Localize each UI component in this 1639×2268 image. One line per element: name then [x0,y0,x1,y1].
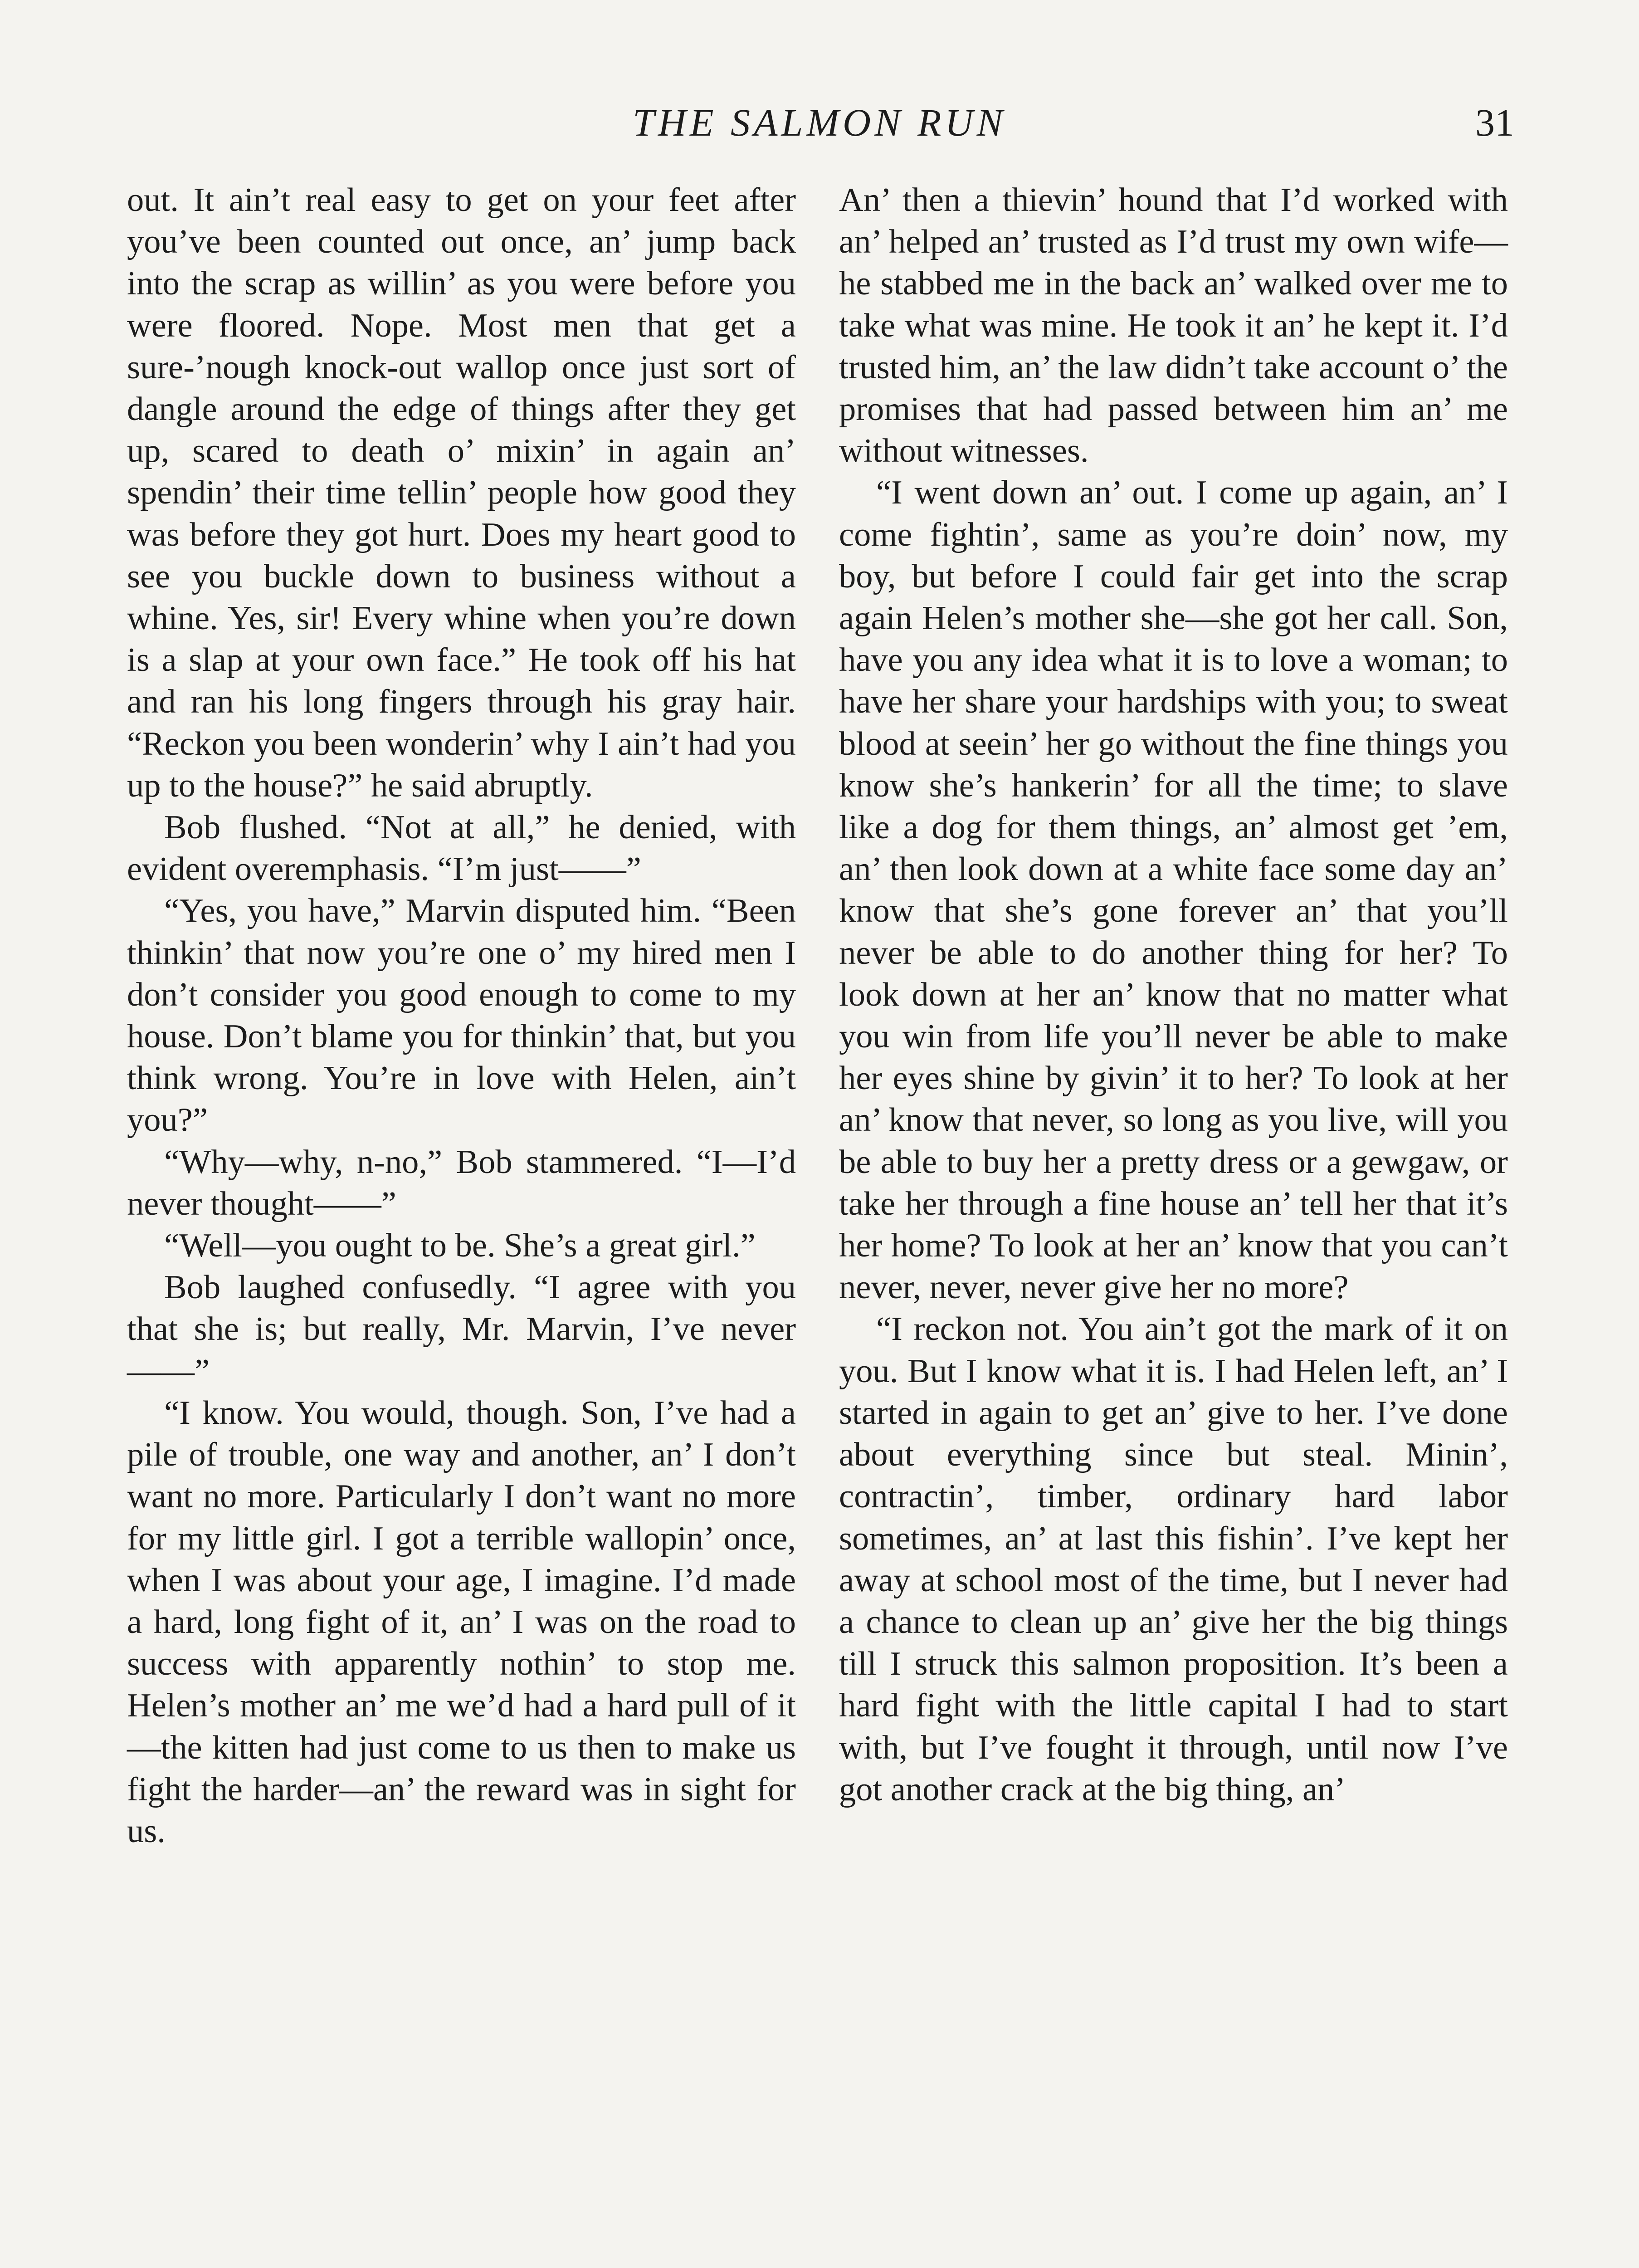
running-title: THE SALMON RUN [633,101,1006,144]
paragraph: out. It ain’t real easy to get on your feet after you’ve been counted out once, an’ jump back into the scrap as willin’ as you were before you were floored. Nope. Most men that get a sure-’nough knock-out wallop once just sort of dangle around the edge of things after they get up, scared to death o’ mixin’ in again an’ spendin’ their time tellin’ people how good they was before they got hurt. Does my heart good to see you buckle down to business without a whine. Yes, sir! Every whine when you’re down is a slap at your own face.” He took off his hat and ran his long fingers through his gray hair. “Reckon you been wonderin’ why I ain’t had you up to the house?” he said abruptly. [127,181,796,804]
right-column [839,179,1508,1810]
paragraph: “I know. You would, though. Son, I’ve had a pile of trouble, one way and another, an’ I don’t want no more. Particularly I don’t want no more for my little girl. I got a terrible wallopin’ once, when I was about your age, I imagine. I’d made a hard, long fight of it, an’ I was on the road to success with apparently nothin’ to stop me. Helen’s mother an’ me we’d had a hard pull of it—the kitten had just come to us then to make us fight the harder—an’ the reward was in sight for us. [127,1394,796,1850]
page-number: 31 [1475,101,1514,144]
paragraph: “Yes, you have,” Marvin disputed him. “Been thinkin’ that now you’re one o’ my hired men I don’t consider you good enough to come to my house. Don’t blame you for thinkin’ that, but you think wrong. You’re in love with Helen, ain’t you?” [127,892,796,1139]
paragraph: “Why—why, n-no,” Bob stammered. “I—I’d never thought——” [127,1143,796,1222]
paragraph: “Well—you ought to be. She’s a great girl.” [164,1227,756,1265]
paragraph: Bob flushed. “Not at all,” he denied, with evident overemphasis. “I’m just——” [127,809,796,888]
paragraph: An’ then a thievin’ hound that I’d worked with an’ helped an’ trusted as I’d trust my own wife—he stabbed me in the back an’ walked over me to take what was mine. He took it an’ he kept it. I’d trusted him, an’ the law didn’t take account o’ the promises that had passed between him an’ me without witnesses. [839,181,1508,470]
left-column [127,179,796,1852]
paragraph: “I went down an’ out. I come up again, an’ I come fightin’, same as you’re doin’ now, my boy, but before I could fair get into the scrap again Helen’s mother she—she got her call. Son, have you any idea what it is to love a woman; to have her share your hardships with you; to sweat blood at seein’ her go without the fine things you know she’s hankerin’ for all the time; to slave like a dog for them things, an’ almost get ’em, an’ then look down at a white face some day an’ know that she’s gone forever an’ that you’ll never be able to do another thing for her? To look down at her an’ know that no matter what you win from life you’ll never be able to make her eyes shine by givin’ it to her? To look at her an’ know that never, so long as you live, will you be able to buy her a pretty dress or a gewgaw, or take her through a fine house an’ tell her that it’s her home? To look at her an’ know that you can’t never, never, never give her no more? [839,474,1508,1306]
paragraph: Bob laughed confusedly. “I agree with you that she is; but really, Mr. Marvin, I’ve never——” [127,1269,796,1390]
paragraph: “I reckon not. You ain’t got the mark of it on you. But I know what it is. I had Helen left, an’ I started in again to get an’ give to her. I’ve done about everything since but steal. Minin’, contractin’, timber, ordinary hard labor sometimes, an’ at last this fishin’. I’ve kept her away at school most of the time, but I never had a chance to clean up an’ give her the big things till I struck this salmon proposition. It’s been a hard fight with the little capital I had to start with, but I’ve fought it through, until now I’ve got another crack at the big thing, an’ [839,1310,1508,1808]
running-header [0,93,1639,152]
